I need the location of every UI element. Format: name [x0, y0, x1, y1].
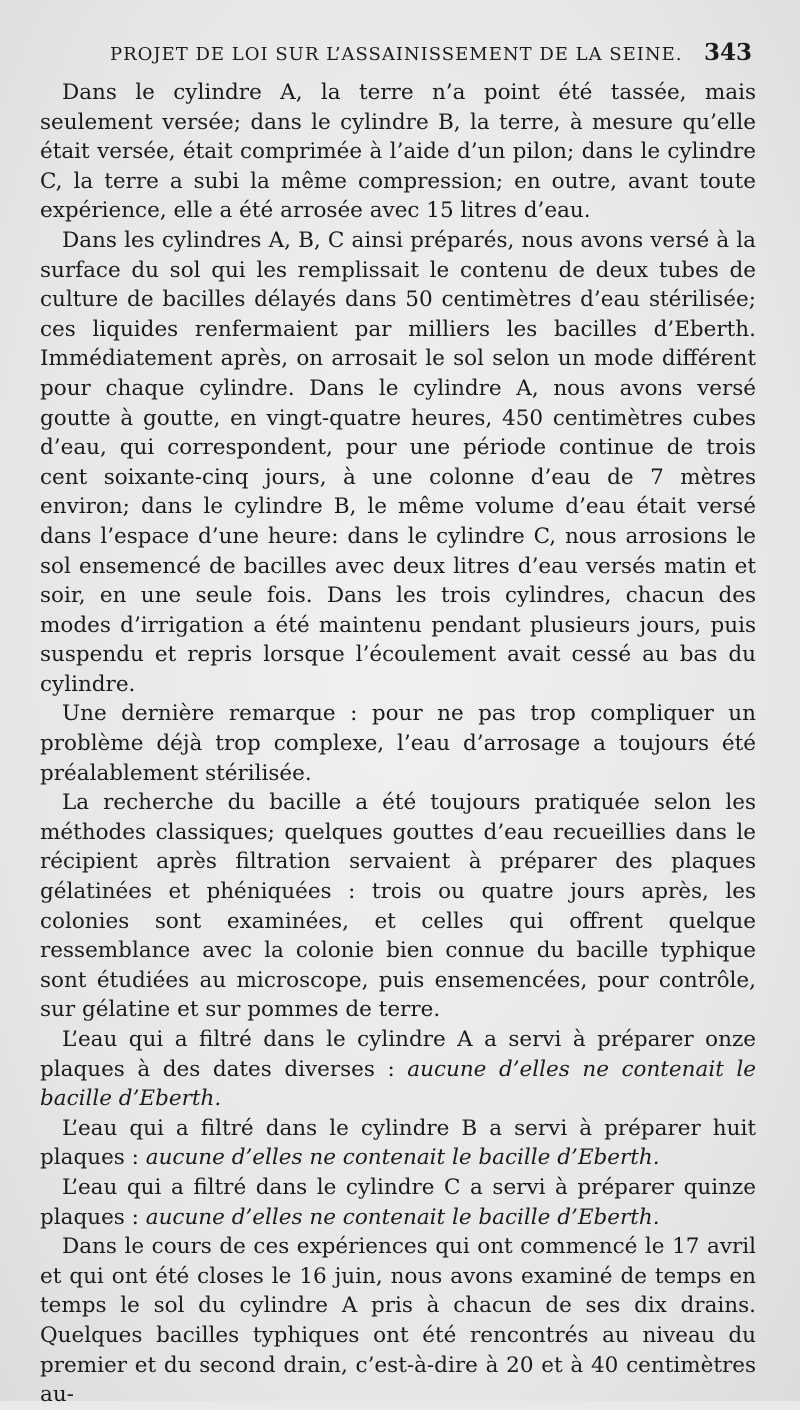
paragraph-result-a: L’eau qui a filtré dans le cylindre A a servi à préparer onze plaques à des dates diverses : aucune d’elles ne contenait le bacille d’Eberth. [40, 1027, 756, 1112]
paragraph-soil-examination: Dans le cours de ces expériences qui ont commencé le 17 avril et qui ont été closes le 16 juin, nous avons examiné de temps en temps le sol du cylindre A pris à chacun de ses dix drains. Quelques bacilles typhiques ont été rencontrés au niveau du premier et du second drain, c’est-à-dire à 20 et à 40 centimètres au- [40, 1234, 756, 1408]
paragraph-remark: Une dernière remarque : pour ne pas trop compliquer un problème déjà trop complexe, l’eau d’arrosage a toujours été préalablement stérilisée. [40, 701, 756, 786]
result-c-italic: aucune d’elles ne contenait le bacille d’Eberth. [145, 1204, 660, 1230]
result-a-italic: aucune d’elles ne contenait le bacille d’Eberth. [40, 1056, 756, 1112]
paragraph-result-c: L’eau qui a filtré dans le cylindre C a servi à préparer quinze plaques : aucune d’elles ne contenait le bacille d’Eberth. [40, 1174, 756, 1230]
result-b-italic: aucune d’elles ne contenait le bacille d’Eberth. [145, 1145, 660, 1171]
page-number: 343 [703, 39, 752, 66]
paragraph-methods: La recherche du bacille a été toujours pratiquée selon les méthodes classiques; quelques gouttes d’eau recueillies dans le récipient après filtration servaient à préparer des plaques gélatinées et phéniquées : trois ou quatre jours après, les colonies sont examinées, et celles qui offrent quelque ressemblance avec la colonie bien connue du bacille typhique sont étudiées au microscope, puis ensemencées, pour contrôle, sur gélatine et sur pommes de terre. [40, 790, 756, 1023]
paragraph-inoculation: Dans les cylindres A, B, C ainsi préparés, nous avons versé à la surface du sol qui les remplissait le contenu de deux tubes de culture de bacilles délayés dans 50 centimètres d’eau stérilisée; ces liquides renfermaient par milliers les bacilles d’Eberth. Immédiatement après, on arrosait le sol selon un mode différent pour chaque cylindre. Dans le cylindre A, nous avons versé goutte à goutte, en vingt-quatre heures, 450 centimètres cubes d’eau, qui correspondent, pour une période continue de trois cent soixante-cinq jours, à une colonne d’eau de 7 mètres environ; dans le cylindre B, le même volume d’eau était versé dans l’espace d’une heure: dans le cylindre C, nous arrosions le sol ensemencé de bacilles avec deux litres d’eau versés matin et soir, en une seule fois. Dans les trois cylindres, chacun des modes d’irrigation a été maintenu pendant plusieurs jours, puis suspendu et repris lorsque l’écoulement avait cessé au bas du cylindre. [40, 227, 756, 697]
paragraph-cylinder-setup: Dans le cylindre A, la terre n’a point été tassée, mais seulement versée; dans le cylindre B, la terre, à mesure qu’elle était versée, était comprimée à l’aide d’un pilon; dans le cylindre C, la terre a subi la même compression; en outre, avant toute expérience, elle a été arrosée avec 15 litres d’eau. [40, 80, 756, 224]
page-header [40, 28, 756, 78]
running-head: PROJET DE LOI SUR L’ASSAINISSEMENT DE LA SEINE. [110, 44, 683, 65]
body-text [40, 78, 756, 1410]
paragraph-result-b: L’eau qui a filtré dans le cylindre B a servi à préparer huit plaques : aucune d’elles ne contenait le bacille d’Eberth. [40, 1115, 756, 1171]
